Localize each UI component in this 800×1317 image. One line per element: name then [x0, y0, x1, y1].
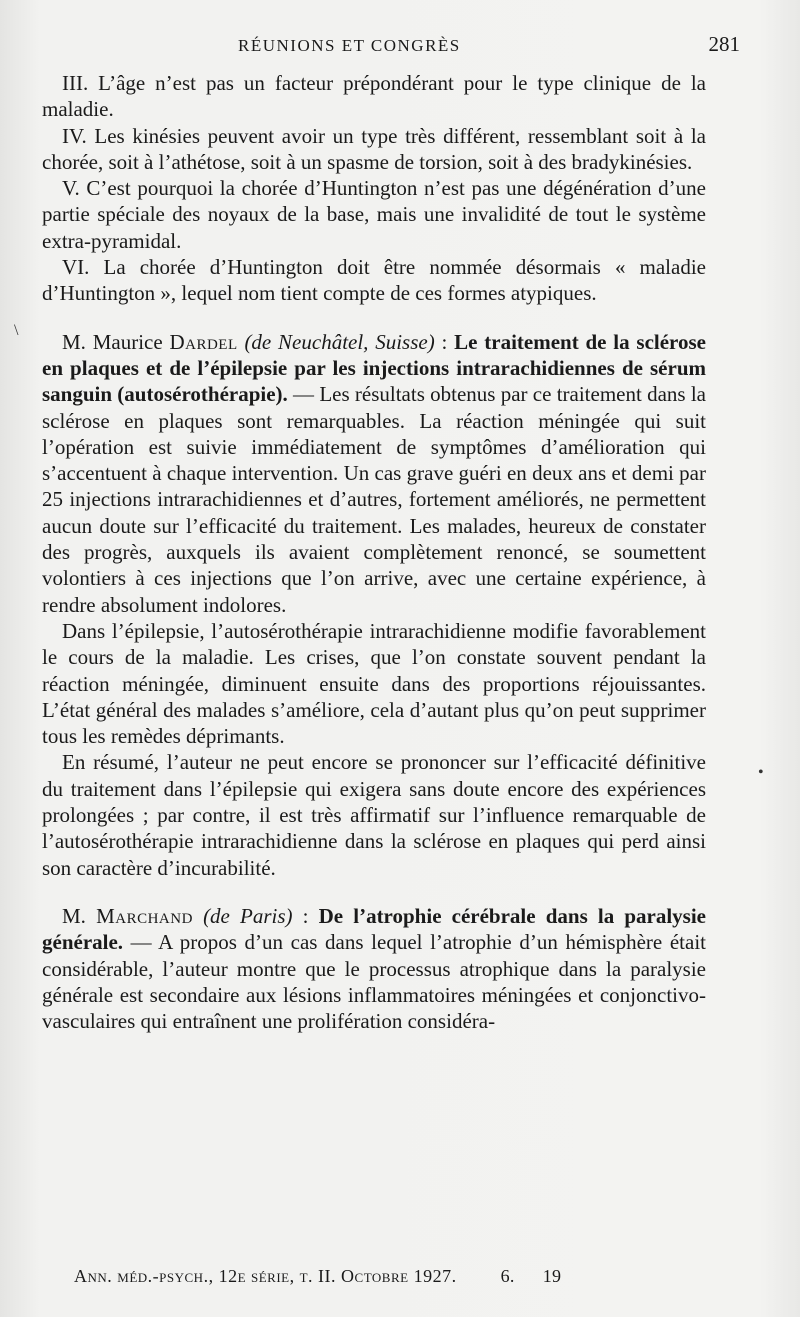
signature-number: 19 — [542, 1266, 562, 1286]
margin-dot-mark: • — [758, 764, 764, 781]
page-footer — [74, 1266, 561, 1287]
item-iv-paragraph: IV. Les kinésies peuvent avoir un type très différent, ressemblant soit à la chorée, soit à l’athétose, soit à un spasme de torsion, soit à des bradykinésies. — [42, 123, 706, 174]
heading-colon: : — [292, 903, 319, 928]
author-name: Marchand — [96, 903, 193, 928]
author-place: (de Neuchâtel, Suisse) — [244, 329, 435, 354]
author-prefix: M. Maurice — [62, 329, 170, 354]
running-head — [42, 28, 740, 64]
heading-dash: — — [287, 382, 320, 407]
dardel-epilepsy-paragraph: Dans l’épilepsie, l’autosérothérapie intrarachidienne modifie favorablement le cours de la maladie. Les crises, que l’on constate souvent pendant la réaction méningée, diminuent ensuite dans des proportions réjouissantes. L’état général des malades s’améliore, cela d’autant plus qu’on peut supprimer tous les remèdes déprimants. — [42, 618, 706, 749]
author-place: (de Paris) — [203, 903, 293, 928]
paper-title: De l’atrophie cérébrale dans la paralysie générale. — [42, 903, 707, 955]
marchand-abstract-heading — [42, 903, 706, 1034]
item-iii-paragraph: III. L’âge n’est pas un facteur prépondérant pour le type clinique de la maladie. — [42, 71, 706, 122]
dardel-summary-paragraph: En résumé, l’auteur ne peut encore se prononcer sur l’efficacité définitive du traitement dans l’épilepsie qui exigera sans doute encore des expériences prolongées ; par contre, il est très affirmatif sur l’influence remarquable de l’autosérothérapie intrarachidienne dans la sclérose en plaques qui perd ainsi son caractère d’incurabilité. — [42, 750, 706, 880]
signature-mark: 6. — [500, 1266, 515, 1286]
paper-title: Le traitement de la sclérose en plaques et de l’épilepsie par les injections intrarachidiennes de sérum sanguin (autosérothérapie). — [42, 329, 706, 407]
running-title: RÉUNIONS ET CONGRÈS — [238, 36, 461, 55]
margin-tick-mark: \ — [14, 322, 19, 339]
author-prefix: M. — [62, 903, 97, 928]
abstract-body: A propos d’un cas dans lequel l’atrophie d’un hémisphère était considérable, l’auteur montre que le processus atrophique dans la paralysie générale est secondaire aux lésions inflammatoires méningées et conjonctivo-vasculaires qui entraînent une prolifération considéra- — [42, 930, 706, 1034]
author-name: Dardel — [169, 329, 238, 354]
heading-colon: : — [434, 329, 455, 354]
section-gap — [42, 307, 706, 329]
dardel-abstract-heading — [42, 329, 706, 618]
journal-citation: Ann. méd.-psych., 12e série, t. II. Octobre 1927. — [74, 1266, 457, 1286]
section-gap — [42, 881, 706, 903]
page-number: 281 — [708, 32, 740, 56]
heading-dash: — — [123, 930, 159, 955]
item-vi-paragraph: VI. La chorée d’Huntington doit être nommée désormais « maladie d’Huntington », lequel nom tient compte de ces formes atypiques. — [42, 255, 706, 306]
item-v-paragraph: V. C’est pourquoi la chorée d’Huntington n’est pas une dégénération d’une partie spéciale des noyaux de la base, mais une invalidité de tout le système extra-pyramidal. — [42, 176, 706, 253]
abstract-body: Les résultats obtenus par ce traitement dans la sclérose en plaques sont remarquables. La réaction méningée qui suit l’opération est suivie immédiatement de symptômes d’amélioration qui s’accentuent à chaque intervention. Un cas grave guéri en deux ans et demi par 25 injections intrarachidiennes et d’autres, fortement améliorés, ne permettent aucun doute sur l’efficacité du traitement. Les malades, heureux de constater des progrès, auxquels ils avaient complètement renoncé, se soumettent volontiers à ces injections que l’on arrive, avec une certaine expérience, à rendre absolument indolores. — [42, 382, 706, 617]
